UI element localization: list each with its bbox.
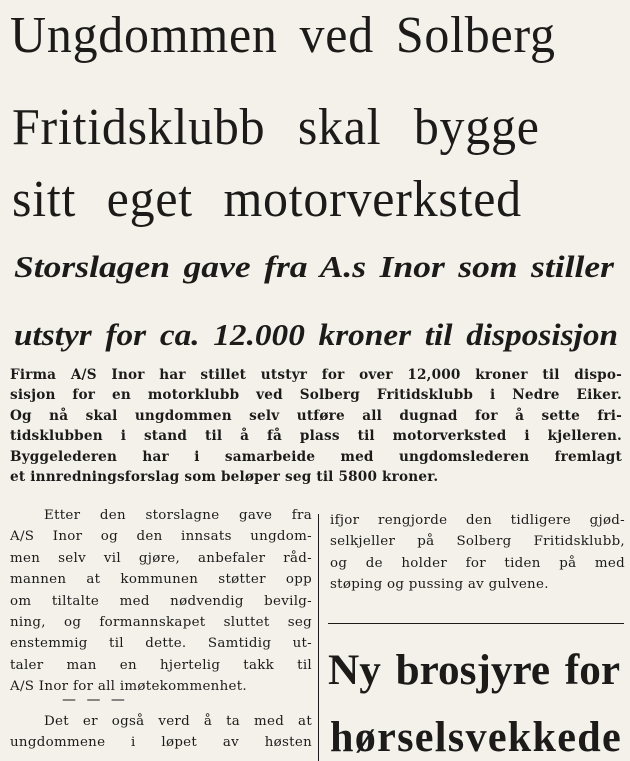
- next-headline-line-2: hørselsvekkede: [330, 714, 622, 761]
- lead-paragraph: [10, 365, 622, 487]
- body-line: Etter den storslagne gave fra: [44, 508, 312, 523]
- deck-line-1: Storslagen gave fra A.s Inor som stiller: [14, 249, 614, 284]
- body-line: enstemmig til dette. Samtidig ut-: [10, 636, 312, 652]
- body-line: A/S Inor og den innsats ungdom-: [10, 529, 312, 545]
- lead-line: tidsklubben i stand til å få plass til motorverksted i kjelleren.: [10, 428, 622, 445]
- body-line: støping og pussing av gulvene.: [330, 577, 549, 593]
- body-line: ning, og formannskapet sluttet seg: [10, 615, 312, 631]
- body-line: A/S Inor for all imøtekommenhet.: [10, 679, 247, 695]
- body-line: men selv vil gjøre, anbefaler råd-: [10, 550, 312, 566]
- body-column-left-continued: [10, 711, 312, 754]
- body-line: taler man en hjertelig takk til: [10, 657, 312, 673]
- headline-line-1: Ungdommen ved Solberg: [10, 7, 556, 64]
- lead-line: Firma A/S Inor har stillet utstyr for over 12,000 kroner til dispo-: [10, 367, 622, 383]
- section-separator: — — —: [62, 692, 128, 708]
- body-line: ungdommene i løpet av høsten: [10, 735, 312, 751]
- headline-line-2: Fritidsklubb skal bygge: [12, 99, 540, 156]
- lead-line: Byggelederen har i samarbeide med ungdomslederen fremlagt: [10, 448, 622, 465]
- lead-line: et innredningsforslag som beløper seg til 5800 kroner.: [10, 469, 439, 486]
- body-line: mannen at kommunen støtter opp: [10, 572, 312, 588]
- article-divider: [328, 623, 624, 624]
- lead-line: sisjon for en motorklubb ved Solberg Fritidsklubb i Nedre Eiker.: [10, 387, 622, 404]
- next-headline-line-1: Ny brosjyre for: [328, 647, 620, 694]
- body-line: ifjor rengjorde den tidligere gjød-: [330, 513, 625, 528]
- headline-line-3: sitt eget motorverksted: [12, 171, 522, 228]
- body-line: og de holder for tiden på med: [330, 555, 625, 571]
- lead-line: Og nå skal ungdommen selv utføre all dugnad for å sette fri-: [10, 407, 622, 424]
- body-line: selkjeller på Solberg Fritidsklubb,: [330, 534, 625, 550]
- deck-line-2: utstyr for ca. 12.000 kroner til disposisjon: [14, 317, 618, 352]
- body-line: Det er også verd å ta med at: [44, 714, 312, 729]
- body-column-right: [330, 510, 625, 596]
- column-divider: [318, 514, 319, 761]
- body-line: om tiltalte med nødvendig bevilg-: [10, 593, 312, 609]
- body-column-left: [10, 505, 312, 698]
